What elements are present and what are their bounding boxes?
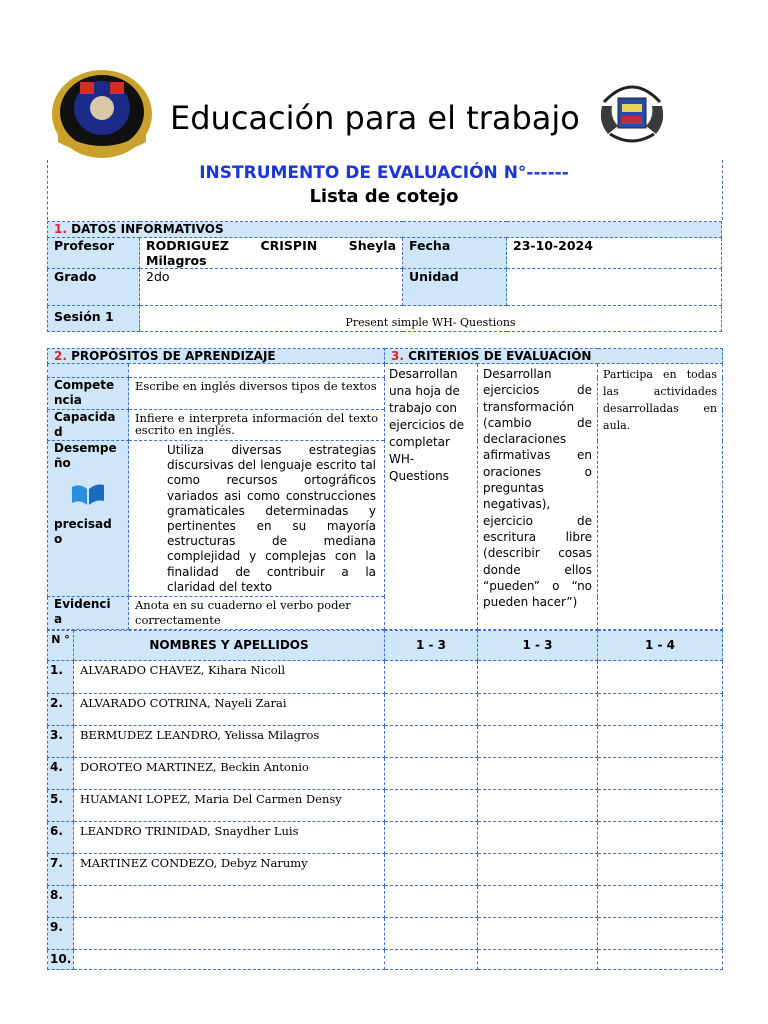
col-number-header: N ° (48, 631, 74, 661)
blank-label-cell (48, 364, 129, 378)
score-cell-criterio-2[interactable] (478, 694, 598, 726)
col-criterio-2-header: 1 - 3 (478, 631, 598, 661)
profesor-name-line2: Milagros (146, 253, 207, 268)
score-cell-criterio-1[interactable] (385, 950, 478, 970)
col-criterio-3-header: 1 - 4 (598, 631, 723, 661)
section-3-number: 3. (391, 349, 404, 363)
score-cell-criterio-3[interactable] (598, 854, 723, 886)
section-1-title: DATOS INFORMATIVOS (71, 222, 224, 236)
score-cell-criterio-2[interactable] (478, 950, 598, 970)
score-cell-criterio-1[interactable] (385, 822, 478, 854)
grado-value: 2do (140, 269, 403, 306)
score-cell-criterio-1[interactable] (385, 790, 478, 822)
datos-informativos-table (47, 221, 722, 332)
student-name: ALVARADO CHAVEZ, Kihara Nicoll (74, 661, 385, 694)
profesor-value (140, 238, 403, 269)
score-cell-criterio-3[interactable] (598, 950, 723, 970)
table-row (48, 822, 723, 854)
score-cell-criterio-1[interactable] (385, 694, 478, 726)
criterio-3: Participa en todas las actividades desarrolladas en aula. (598, 364, 723, 630)
section-2-header (48, 349, 385, 364)
score-cell-criterio-2[interactable] (478, 758, 598, 790)
student-name (74, 886, 385, 918)
student-name (74, 918, 385, 950)
desempeno-label (48, 441, 129, 597)
student-name: MARTINEZ CONDEZO, Debyz Narumy (74, 854, 385, 886)
score-cell-criterio-2[interactable] (478, 790, 598, 822)
score-cell-criterio-1[interactable] (385, 758, 478, 790)
score-cell-criterio-2[interactable] (478, 661, 598, 694)
score-cell-criterio-2[interactable] (478, 726, 598, 758)
competencia-value: Escribe en inglés diversos tipos de textos (129, 378, 385, 410)
school-logo (50, 68, 154, 160)
unidad-label: Unidad (403, 269, 507, 306)
student-name: ALVARADO COTRINA, Nayeli Zarai (74, 694, 385, 726)
score-cell-criterio-2[interactable] (478, 822, 598, 854)
desempeno-value: Utiliza diversas estrategias discursivas del lenguaje escrito tal como recursos ortográficos variados asi como construcciones gramaticales determinadas y pertinentes en su mayoría estructuras de mediana complejidad y complejas con la finalidad de contribuir a la claridad del texto (129, 441, 385, 597)
student-name: DOROTEO MARTINEZ, Beckin Antonio (74, 758, 385, 790)
row-number: 6. (48, 822, 74, 854)
student-name: HUAMANI LOPEZ, Maria Del Carmen Densy (74, 790, 385, 822)
unidad-value (507, 269, 722, 306)
score-cell-criterio-1[interactable] (385, 854, 478, 886)
row-number: 8. (48, 886, 74, 918)
students-table (47, 630, 723, 970)
table-row (48, 854, 723, 886)
profesor-label: Profesor (48, 238, 140, 269)
row-number: 1. (48, 661, 74, 694)
evidencia-label: Evidenci a (48, 597, 129, 630)
table-row (48, 661, 723, 694)
score-cell-criterio-3[interactable] (598, 758, 723, 790)
criterio-2: Desarrollan ejercicios de transformación (cambio de declaraciones afirmativas en oraciones o preguntas negativas), ejercicio de escritura libre (describir cosas donde ellos “pueden” o “no pueden hacer”) (478, 364, 598, 630)
table-row (48, 726, 723, 758)
section-2-number: 2. (54, 349, 67, 363)
grado-label: Grado (48, 269, 140, 306)
sesion-label: Sesión 1 (48, 306, 140, 332)
row-number: 3. (48, 726, 74, 758)
table-row (48, 918, 723, 950)
row-number: 2. (48, 694, 74, 726)
fecha-label: Fecha (403, 238, 507, 269)
score-cell-criterio-1[interactable] (385, 886, 478, 918)
score-cell-criterio-3[interactable] (598, 822, 723, 854)
criterio-1: Desarrollan una hoja de trabajo con ejercicios de completar WH- Questions (385, 364, 478, 630)
instrument-title: INSTRUMENTO DE EVALUACIÓN N°------ (199, 163, 569, 183)
score-cell-criterio-3[interactable] (598, 790, 723, 822)
section-1-header (48, 222, 722, 238)
student-name: BERMUDEZ LEANDRO, Yelissa Milagros (74, 726, 385, 758)
undac-logo (596, 72, 668, 152)
book-icon (70, 481, 122, 511)
section-3-header (385, 349, 723, 364)
sesion-value: Present simple WH- Questions (140, 306, 722, 332)
propositos-table (47, 348, 723, 630)
score-cell-criterio-3[interactable] (598, 886, 723, 918)
blank-value-cell (129, 364, 385, 378)
row-number: 9. (48, 918, 74, 950)
score-cell-criterio-1[interactable] (385, 918, 478, 950)
section-2-title: PROPÓSITOS DE APRENDIZAJE (71, 349, 276, 363)
competencia-label: Compete ncia (48, 378, 129, 410)
student-name (74, 950, 385, 970)
fecha-value: 23-10-2024 (507, 238, 722, 269)
table-row (48, 694, 723, 726)
score-cell-criterio-1[interactable] (385, 726, 478, 758)
row-number: 5. (48, 790, 74, 822)
section-1-number: 1. (54, 222, 67, 236)
row-number: 7. (48, 854, 74, 886)
score-cell-criterio-3[interactable] (598, 661, 723, 694)
table-row (48, 790, 723, 822)
score-cell-criterio-3[interactable] (598, 726, 723, 758)
page-title: Educación para el trabajo (170, 99, 580, 137)
table-row (48, 886, 723, 918)
col-names-header: NOMBRES Y APELLIDOS (74, 631, 385, 661)
score-cell-criterio-3[interactable] (598, 918, 723, 950)
capacidad-value: Infiere e interpreta información del texto escrito en inglés. (129, 410, 385, 441)
score-cell-criterio-2[interactable] (478, 854, 598, 886)
evidencia-value: Anota en su cuaderno el verbo poder correctamente (129, 597, 385, 630)
section-3-title: CRITERIOS DE EVALUACIÓN (408, 349, 592, 363)
col-criterio-1-header: 1 - 3 (385, 631, 478, 661)
precisado-label-text: precisad o (54, 517, 112, 546)
score-cell-criterio-1[interactable] (385, 661, 478, 694)
capacidad-label: Capacida d (48, 410, 129, 441)
instrument-subtitle: Lista de cotejo (309, 186, 459, 207)
table-row (48, 950, 723, 970)
student-name: LEANDRO TRINIDAD, Snaydher Luis (74, 822, 385, 854)
desempeno-label-text: Desempe ño (54, 441, 117, 470)
score-cell-criterio-2[interactable] (478, 886, 598, 918)
row-number: 4. (48, 758, 74, 790)
row-number: 10. (48, 950, 74, 970)
score-cell-criterio-2[interactable] (478, 918, 598, 950)
profesor-name-line1: RODRIGUEZ CRISPIN Sheyla (146, 238, 396, 253)
table-row (48, 758, 723, 790)
score-cell-criterio-3[interactable] (598, 694, 723, 726)
